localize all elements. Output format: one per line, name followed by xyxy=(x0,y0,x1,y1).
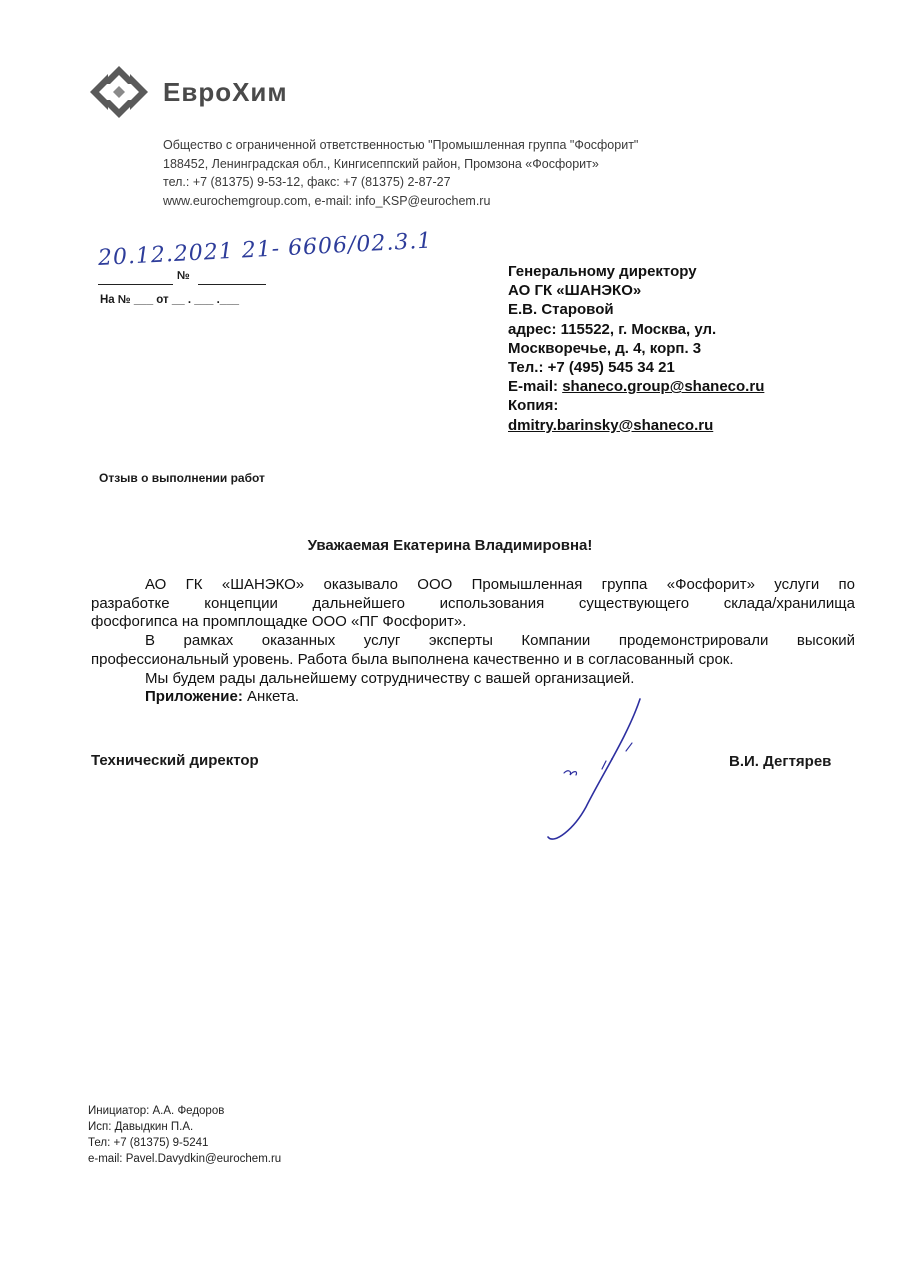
letter-body xyxy=(91,576,855,707)
addressee-phone: Тел.: +7 (495) 545 34 21 xyxy=(508,359,675,377)
company-logo-text: ЕвроХим xyxy=(163,77,288,107)
body-paragraph-2-line-1: В рамках оказанных услуг эксперты Компании продемонстрировали высокий xyxy=(145,632,855,650)
attachment-line xyxy=(91,688,855,707)
body-paragraph-1-line-1: АО ГК «ШАНЭКО» оказывало ООО Промышленная группа «Фосфорит» услуги по xyxy=(145,576,855,593)
company-phone-fax: тел.: +7 (81375) 9-53-12, факс: +7 (81375) 2-87-27 xyxy=(163,175,451,189)
company-name: Общество с ограниченной ответственностью "Промышленная группа "Фосфорит" xyxy=(163,138,639,152)
outgoing-number-line xyxy=(98,268,268,288)
addressee-name: Е.В. Старовой xyxy=(508,301,614,319)
copy-label: Копия: xyxy=(508,397,559,415)
letter-subject: Отзыв о выполнении работ xyxy=(99,471,265,485)
company-web-email: www.eurochemgroup.com, e-mail: info_KSP@eurochem.ru xyxy=(163,193,491,208)
body-paragraph-2-line-2: профессиональный уровень. Работа была выполнена качественно и в согласованный срок. xyxy=(91,650,734,668)
footer-email: e-mail: Pavel.Davydkin@eurochem.ru xyxy=(88,1153,282,1165)
addressee-company: АО ГК «ШАНЭКО» xyxy=(508,282,642,300)
signatory-name: В.И. Дегтярев xyxy=(729,753,832,770)
handwritten-reference-number: 20.12.2021 21- 6606/02.3.1 xyxy=(97,228,433,271)
footer-executor: Исп: Давыдкин П.А. xyxy=(88,1121,194,1133)
body-paragraph-1-line-3: фосфогипса на промплощадке ООО «ПГ Фосфорит». xyxy=(91,613,467,631)
addressee-email-line xyxy=(508,377,764,396)
addressee-block xyxy=(508,262,764,435)
number-sign-label: № xyxy=(177,270,190,282)
footer-phone: Тел: +7 (81375) 9-5241 xyxy=(88,1137,209,1149)
addressee-position: Генеральному директору xyxy=(508,263,697,280)
handwritten-signature-icon xyxy=(540,695,650,845)
body-paragraph-1-line-2: разработке концепции дальнейшего использования существующего склада/хранилища xyxy=(91,594,855,612)
company-address: 188452, Ленинградская обл., Кингисеппский район, Промзона «Фосфорит» xyxy=(163,156,599,171)
signatory-title: Технический директор xyxy=(91,752,259,769)
eurochem-logo-icon xyxy=(88,64,150,120)
attachment-label: Приложение: xyxy=(145,688,243,706)
addressee-address-2: Москворечье, д. 4, корп. 3 xyxy=(508,339,702,357)
footer-contacts xyxy=(88,1103,281,1167)
company-details xyxy=(163,136,638,210)
attachment-value: Анкета. xyxy=(242,688,300,706)
addressee-email-link[interactable]: shaneco.group@shaneco.ru xyxy=(562,378,765,396)
number-underline xyxy=(198,284,266,285)
date-underline xyxy=(98,284,173,285)
footer-initiator: Инициатор: А.А. Федоров xyxy=(88,1105,225,1117)
copy-email-link[interactable]: dmitry.barinsky@shaneco.ru xyxy=(508,416,714,434)
salutation: Уважаемая Екатерина Владимировна! xyxy=(307,537,593,554)
addressee-address-1: адрес: 115522, г. Москва, ул. xyxy=(508,320,717,338)
reply-to-reference: На № ___ от __ . ___ .___ xyxy=(100,294,239,306)
email-label: E-mail: xyxy=(508,378,563,396)
body-paragraph-3: Мы будем рады дальнейшему сотрудничеству с вашей организацией. xyxy=(145,669,635,687)
